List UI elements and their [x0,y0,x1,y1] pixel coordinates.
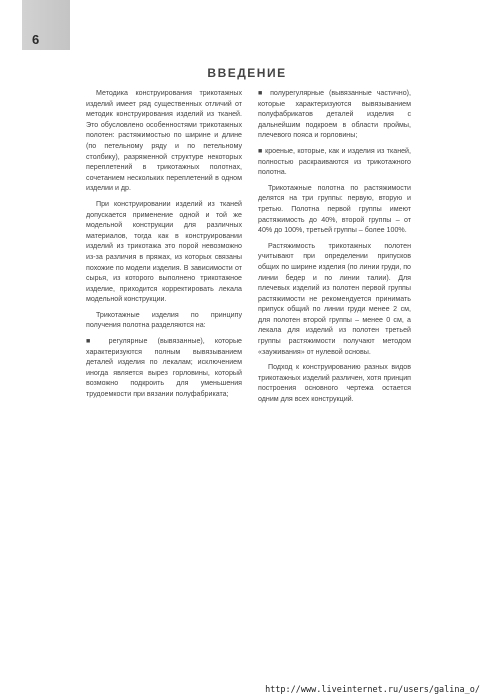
page-number-tab [22,0,70,50]
left-column [86,88,242,405]
paragraph: Трикотажные изделия по принципу получения полотна разделяются на: [86,310,242,330]
page-number: 6 [32,32,40,47]
paragraph: При конструировании изделий из тканей допускается применение одной и той же модельной конструкции для различных материалов, тогда как в конструировании изделий из трикотажа это порой невозможно из-за различия в пряжах, из которых связаны похожие по модели изделия. В зависимости от сырья, из которого выполнено трикотажное изделие, приходится корректировать лекала модельной конструкции. [86,199,242,304]
list-item: ■ полурегулярные (вывязанные частично), которые характеризуются вывязыванием полуфабрикатов деталей изделия с дальнейшим подкроем в области проймы, плечевого пояса и горловины; [258,89,411,140]
list-item: ■ кроеные, которые, как и изделия из тканей, полностью раскраиваются из трикотажного полотна. [258,146,411,177]
paragraph: Растяжимость трикотажных полотен учитывают при определении припусков общих по ширине изделия (по линии груди, по линии бедер и по линии талии). Для плечевых изделий из полотен первой группы растяжимости не рекомендуется принимать припуск общий по линии груди менее 2 см, для полотен второй группы – менее 0 см, а лекала для изделий из полотен третьей группы растяжимости получают методом «зауживания» от нулевой основы. [258,241,411,356]
paragraph: Подход к конструированию разных видов трикотажных изделий различен, хотя принцип построения основного чертежа остается одним для всех конструкций. [258,363,411,404]
right-column [258,88,411,410]
page-title: ВВЕДЕНИЕ [207,66,287,80]
source-url[interactable]: http://www.liveinternet.ru/users/galina_o/ [265,685,480,695]
list-item: ■ регулярные (вывязанные), которые характеризуются полным вывязыванием деталей изделия по лекалам; исключением иногда является вырез горловины, который возможно подкроить для уменьшения трудоемкости при вязании полуфабриката; [86,337,242,399]
paragraph: Методика конструирования трикотажных изделий имеет ряд существенных отличий от методик конструирования изделий из тканей. Это обусловлено особенностями трикотажных полотен: растяжимостью по ширине и длине (по петельному ряду и по петельному столбику), разряженной структуре некоторых переплетений в трикотажных полотнах, сочетанием нескольких переплетений в одном изделии и др. [86,89,242,193]
paragraph: Трикотажные полотна по растяжимости делятся на три группы: первую, вторую и третью. Полотна первой группы имеют растяжимость до 40%, второй группы – от 40% до 100%, третьей группы – более 100%. [258,183,411,235]
